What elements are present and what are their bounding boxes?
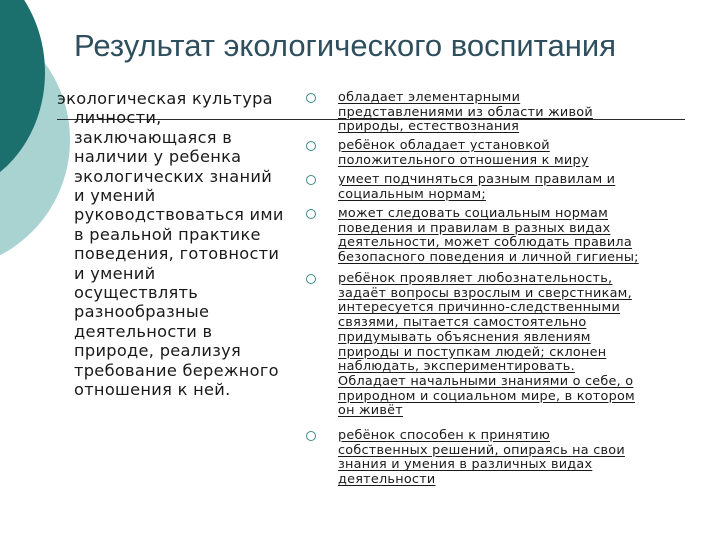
circle-bullet-icon <box>306 274 316 284</box>
circle-bullet-icon <box>306 431 316 441</box>
circle-bullet-icon <box>306 141 316 151</box>
list-item-text: может следовать социальным нормам поведения и правилам в разных видах деятельности, может соблюдать правила безопасного поведения и личной гигиены; <box>338 206 639 266</box>
slide-title: Результат экологического воспитания <box>74 28 616 63</box>
circle-bullet-icon <box>306 209 316 219</box>
circle-bullet-icon <box>306 175 316 185</box>
list-item-text: обладает элементарными представлениями из области живой природы, естествознания <box>338 90 593 135</box>
list-item-text: ребёнок обладает установкой положительного отношения к миру <box>338 138 589 168</box>
list-item-text: ребёнок проявляет любознательность, задаёт вопросы взрослым и сверстникам, интересуется причинно-следственными связями, пытается самостоятельно придумывать объяснения явлениям природы и поступкам людей; склонен наблюдать, экспериментировать. Обладает начальными знаниями о себе, о природном и социальном мире, в котором он живёт <box>338 271 635 419</box>
definition-text: экологическая культура личности, заключающаяся в наличии у ребенка экологических знаний и умений руководствоваться ими в реальной практике поведения, готовности и умений осуществлять разнообразные деятельности в природе, реализуя требование бережного отношения к ней. <box>57 89 284 400</box>
list-item-text: ребёнок способен к принятию собственных решений, опираясь на свои знания и умения в различных видах деятельности <box>338 428 625 488</box>
circle-bullet-icon <box>306 93 316 103</box>
list-item-text: умеет подчиняться разным правилам и социальным нормам; <box>338 172 616 202</box>
